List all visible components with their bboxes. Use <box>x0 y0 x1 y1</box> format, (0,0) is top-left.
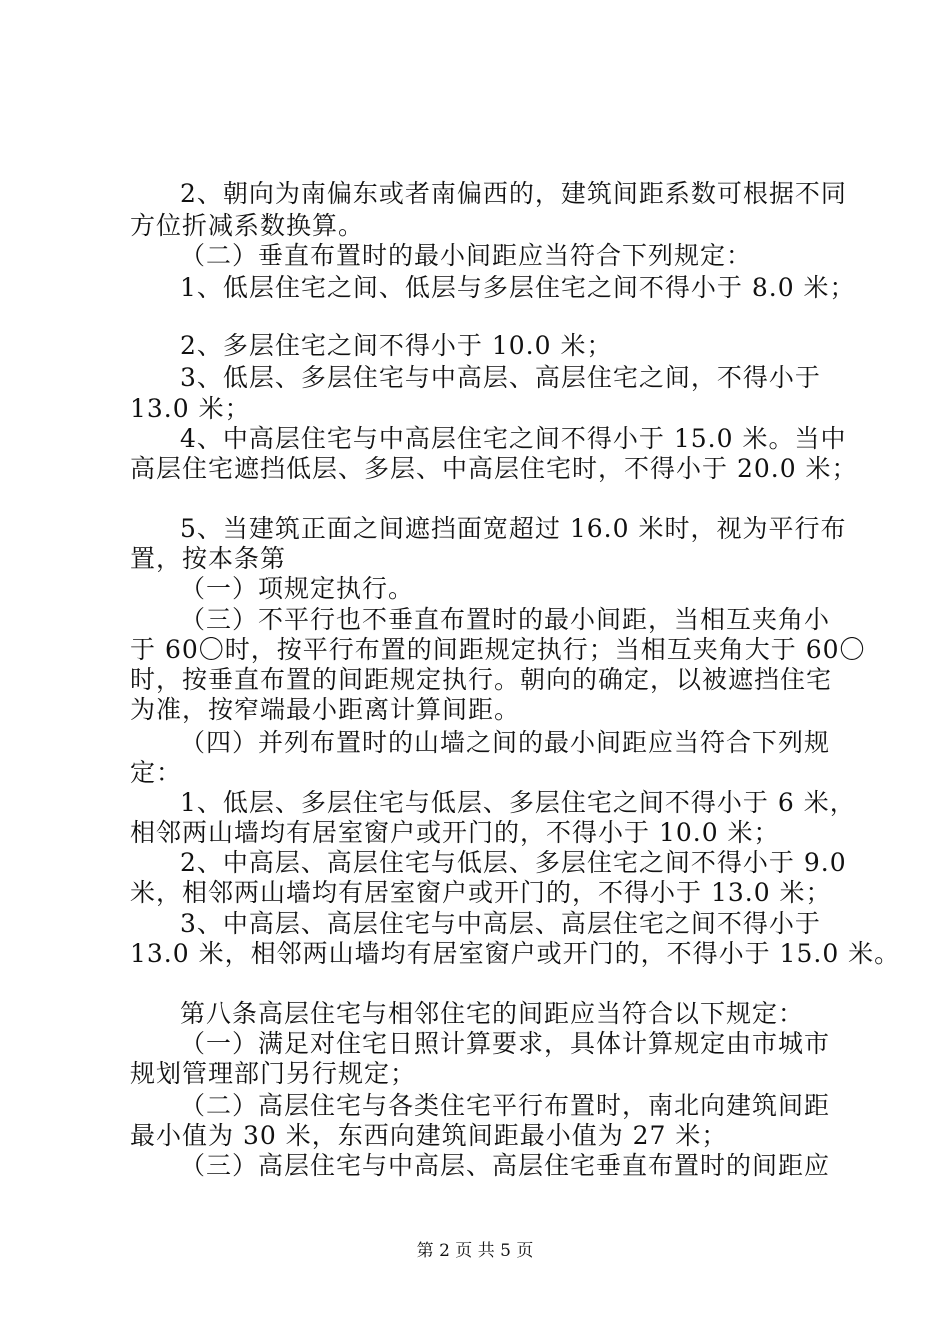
text-line: 4、中高层住宅与中高层住宅之间不得小于 15.0 米。当中 <box>180 424 847 453</box>
text-line: 2、朝向为南偏东或者南偏西的，建筑间距系数可根据不同 <box>180 179 847 208</box>
text-line: （一）项规定执行。 <box>180 574 415 603</box>
text-line: 3、低层、多层住宅与中高层、高层住宅之间，不得小于 <box>180 363 821 392</box>
text-line: 1、低层住宅之间、低层与多层住宅之间不得小于 8.0 米； <box>180 273 856 302</box>
text-line: （四）并列布置时的山墙之间的最小间距应当符合下列规 <box>180 728 831 757</box>
text-line: 米，相邻两山墙均有居室窗户或开门的，不得小于 13.0 米； <box>130 878 832 907</box>
text-line: 3、中高层、高层住宅与中高层、高层住宅之间不得小于 <box>180 909 821 938</box>
text-line: 规划管理部门另行规定； <box>130 1059 417 1088</box>
text-line: （三）高层住宅与中高层、高层住宅垂直布置时的间距应 <box>180 1151 831 1180</box>
text-line: 为准，按窄端最小距离计算间距。 <box>130 695 521 724</box>
text-line: 方位折减系数换算。 <box>130 211 365 240</box>
text-line: 时，按垂直布置的间距规定执行。朝向的确定，以被遮挡住宅 <box>130 665 833 694</box>
text-line: 13.0 米； <box>130 394 251 423</box>
text-line: 1、低层、多层住宅与低层、多层住宅之间不得小于 6 米， <box>180 788 856 817</box>
text-line: （一）满足对住宅日照计算要求，具体计算规定由市城市 <box>180 1029 831 1058</box>
text-line: 最小值为 30 米，东西向建筑间距最小值为 27 米； <box>130 1121 728 1150</box>
text-line: 于 60〇时，按平行布置的间距规定执行；当相互夹角大于 60〇 <box>130 635 866 664</box>
text-line: 置，按本条第 <box>130 544 287 573</box>
text-line: 2、中高层、高层住宅与低层、多层住宅之间不得小于 9.0 <box>180 848 847 877</box>
text-line: 高层住宅遮挡低层、多层、中高层住宅时，不得小于 20.0 米； <box>130 454 858 483</box>
text-line: 相邻两山墙均有居室窗户或开门的，不得小于 10.0 米； <box>130 818 780 847</box>
text-line: 5、当建筑正面之间遮挡面宽超过 16.0 米时，视为平行布 <box>180 514 847 543</box>
text-line: （二）高层住宅与各类住宅平行布置时，南北向建筑间距 <box>180 1091 831 1120</box>
text-line: 2、多层住宅之间不得小于 10.0 米； <box>180 331 613 360</box>
text-line: 第八条高层住宅与相邻住宅的间距应当符合以下规定： <box>180 999 805 1028</box>
page-number-footer: 第 2 页 共 5 页 <box>416 1241 534 1261</box>
text-line: （三）不平行也不垂直布置时的最小间距，当相互夹角小 <box>180 605 831 634</box>
text-line: 13.0 米，相邻两山墙均有居室窗户或开门的，不得小于 15.0 米。 <box>130 939 901 968</box>
text-line: （二）垂直布置时的最小间距应当符合下列规定： <box>180 241 753 270</box>
text-line: 定： <box>130 758 183 787</box>
